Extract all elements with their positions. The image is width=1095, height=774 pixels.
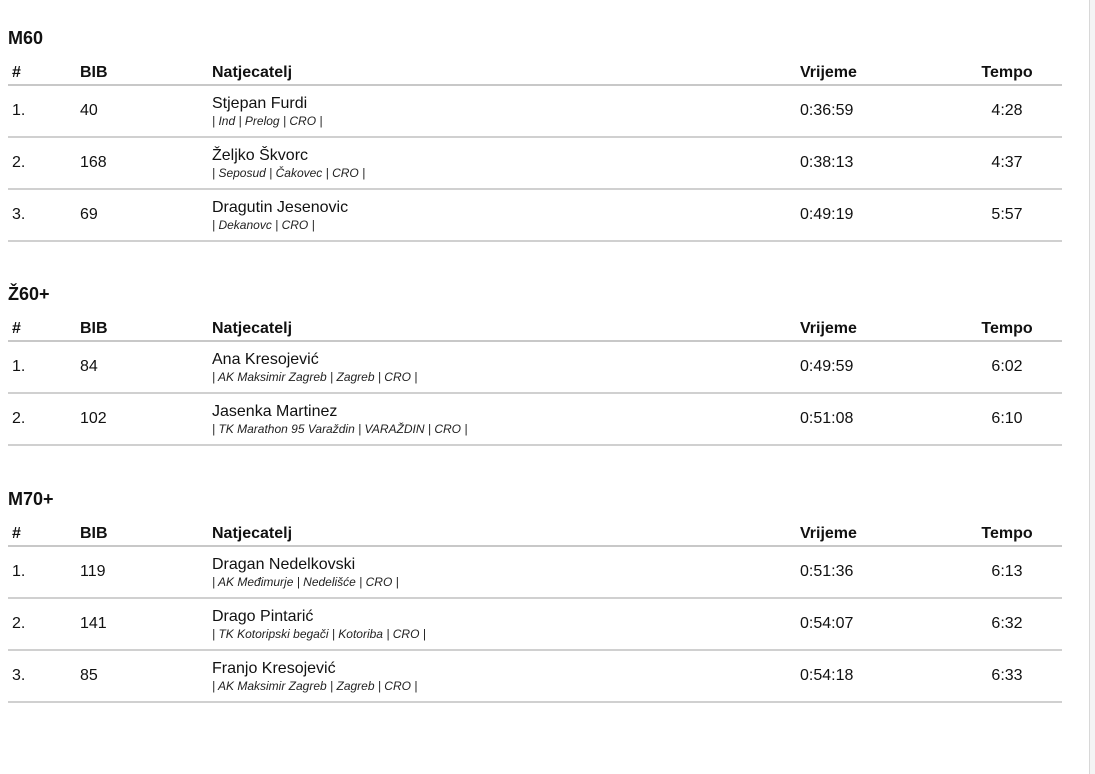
time-cell: 0:51:36 xyxy=(800,546,952,598)
athlete-club: | Dekanovc | CRO | xyxy=(212,217,315,232)
athlete-club: | Ind | Prelog | CRO | xyxy=(212,113,323,128)
header-bib: BIB xyxy=(80,523,212,546)
results-table xyxy=(8,62,1062,242)
header-name: Natjecatelj xyxy=(212,523,800,546)
table-row xyxy=(8,650,1062,702)
bib-cell: 69 xyxy=(80,189,212,241)
athlete-club: | Seposud | Čakovec | CRO | xyxy=(212,165,366,180)
header-time: Vrijeme xyxy=(800,523,952,546)
category-title: M70+ xyxy=(8,489,54,509)
pace-cell: 6:13 xyxy=(952,546,1062,598)
athlete-name: Jasenka Martinez xyxy=(212,402,338,420)
category-z60 xyxy=(8,282,1060,446)
athlete-club: | TK Marathon 95 Varaždin | VARAŽDIN | CRO | xyxy=(212,421,468,436)
header-pace: Tempo xyxy=(952,523,1062,546)
header-rank: # xyxy=(8,523,80,546)
bib-cell: 84 xyxy=(80,341,212,393)
athlete-name: Ana Kresojević xyxy=(212,350,319,368)
time-cell: 0:38:13 xyxy=(800,137,952,189)
header-time: Vrijeme xyxy=(800,62,952,85)
athlete-club: | AK Maksimir Zagreb | Zagreb | CRO | xyxy=(212,369,418,384)
table-header-row xyxy=(8,62,1062,85)
athlete-cell xyxy=(212,598,800,650)
header-time: Vrijeme xyxy=(800,318,952,341)
header-name: Natjecatelj xyxy=(212,318,800,341)
rank-cell: 1. xyxy=(8,85,80,137)
table-row xyxy=(8,393,1062,445)
athlete-cell xyxy=(212,546,800,598)
athlete-name: Željko Škvorc xyxy=(212,146,309,164)
pace-cell: 6:10 xyxy=(952,393,1062,445)
results-table xyxy=(8,523,1062,703)
header-rank: # xyxy=(8,318,80,341)
rank-cell: 2. xyxy=(8,598,80,650)
athlete-club: | AK Međimurje | Nedelišće | CRO | xyxy=(212,574,399,589)
table-row xyxy=(8,598,1062,650)
table-row xyxy=(8,189,1062,241)
pace-cell: 6:02 xyxy=(952,341,1062,393)
pace-cell: 6:33 xyxy=(952,650,1062,702)
table-row xyxy=(8,341,1062,393)
pace-cell: 5:57 xyxy=(952,189,1062,241)
pace-cell: 4:28 xyxy=(952,85,1062,137)
category-title: Ž60+ xyxy=(8,284,50,304)
time-cell: 0:49:19 xyxy=(800,189,952,241)
results-table xyxy=(8,318,1062,446)
athlete-club: | TK Kotoripski begači | Kotoriba | CRO | xyxy=(212,626,426,641)
pace-cell: 6:32 xyxy=(952,598,1062,650)
rank-cell: 3. xyxy=(8,189,80,241)
header-pace: Tempo xyxy=(952,318,1062,341)
time-cell: 0:36:59 xyxy=(800,85,952,137)
athlete-cell xyxy=(212,341,800,393)
header-bib: BIB xyxy=(80,62,212,85)
header-bib: BIB xyxy=(80,318,212,341)
athlete-cell xyxy=(212,137,800,189)
category-m60 xyxy=(8,26,1060,242)
athlete-name: Stjepan Furdi xyxy=(212,94,308,112)
rank-cell: 1. xyxy=(8,546,80,598)
bib-cell: 119 xyxy=(80,546,212,598)
category-m70 xyxy=(8,487,1060,703)
athlete-cell xyxy=(212,650,800,702)
athlete-name: Dragutin Jesenovic xyxy=(212,198,349,216)
header-rank: # xyxy=(8,62,80,85)
time-cell: 0:49:59 xyxy=(800,341,952,393)
bib-cell: 168 xyxy=(80,137,212,189)
bib-cell: 40 xyxy=(80,85,212,137)
pace-cell: 4:37 xyxy=(952,137,1062,189)
time-cell: 0:54:18 xyxy=(800,650,952,702)
table-header-row xyxy=(8,523,1062,546)
header-pace: Tempo xyxy=(952,62,1062,85)
athlete-cell xyxy=(212,189,800,241)
athlete-name: Franjo Kresojević xyxy=(212,659,336,677)
table-row xyxy=(8,137,1062,189)
scrollbar-track[interactable] xyxy=(1090,0,1095,774)
athlete-name: Drago Pintarić xyxy=(212,607,314,625)
category-title: M60 xyxy=(8,28,44,48)
athlete-cell xyxy=(212,85,800,137)
athlete-cell xyxy=(212,393,800,445)
rank-cell: 3. xyxy=(8,650,80,702)
athlete-name: Dragan Nedelkovski xyxy=(212,555,356,573)
time-cell: 0:54:07 xyxy=(800,598,952,650)
rank-cell: 1. xyxy=(8,341,80,393)
athlete-club: | AK Maksimir Zagreb | Zagreb | CRO | xyxy=(212,678,418,693)
table-row xyxy=(8,85,1062,137)
header-name: Natjecatelj xyxy=(212,62,800,85)
table-header-row xyxy=(8,318,1062,341)
bib-cell: 102 xyxy=(80,393,212,445)
bib-cell: 85 xyxy=(80,650,212,702)
table-row xyxy=(8,546,1062,598)
time-cell: 0:51:08 xyxy=(800,393,952,445)
rank-cell: 2. xyxy=(8,137,80,189)
rank-cell: 2. xyxy=(8,393,80,445)
bib-cell: 141 xyxy=(80,598,212,650)
